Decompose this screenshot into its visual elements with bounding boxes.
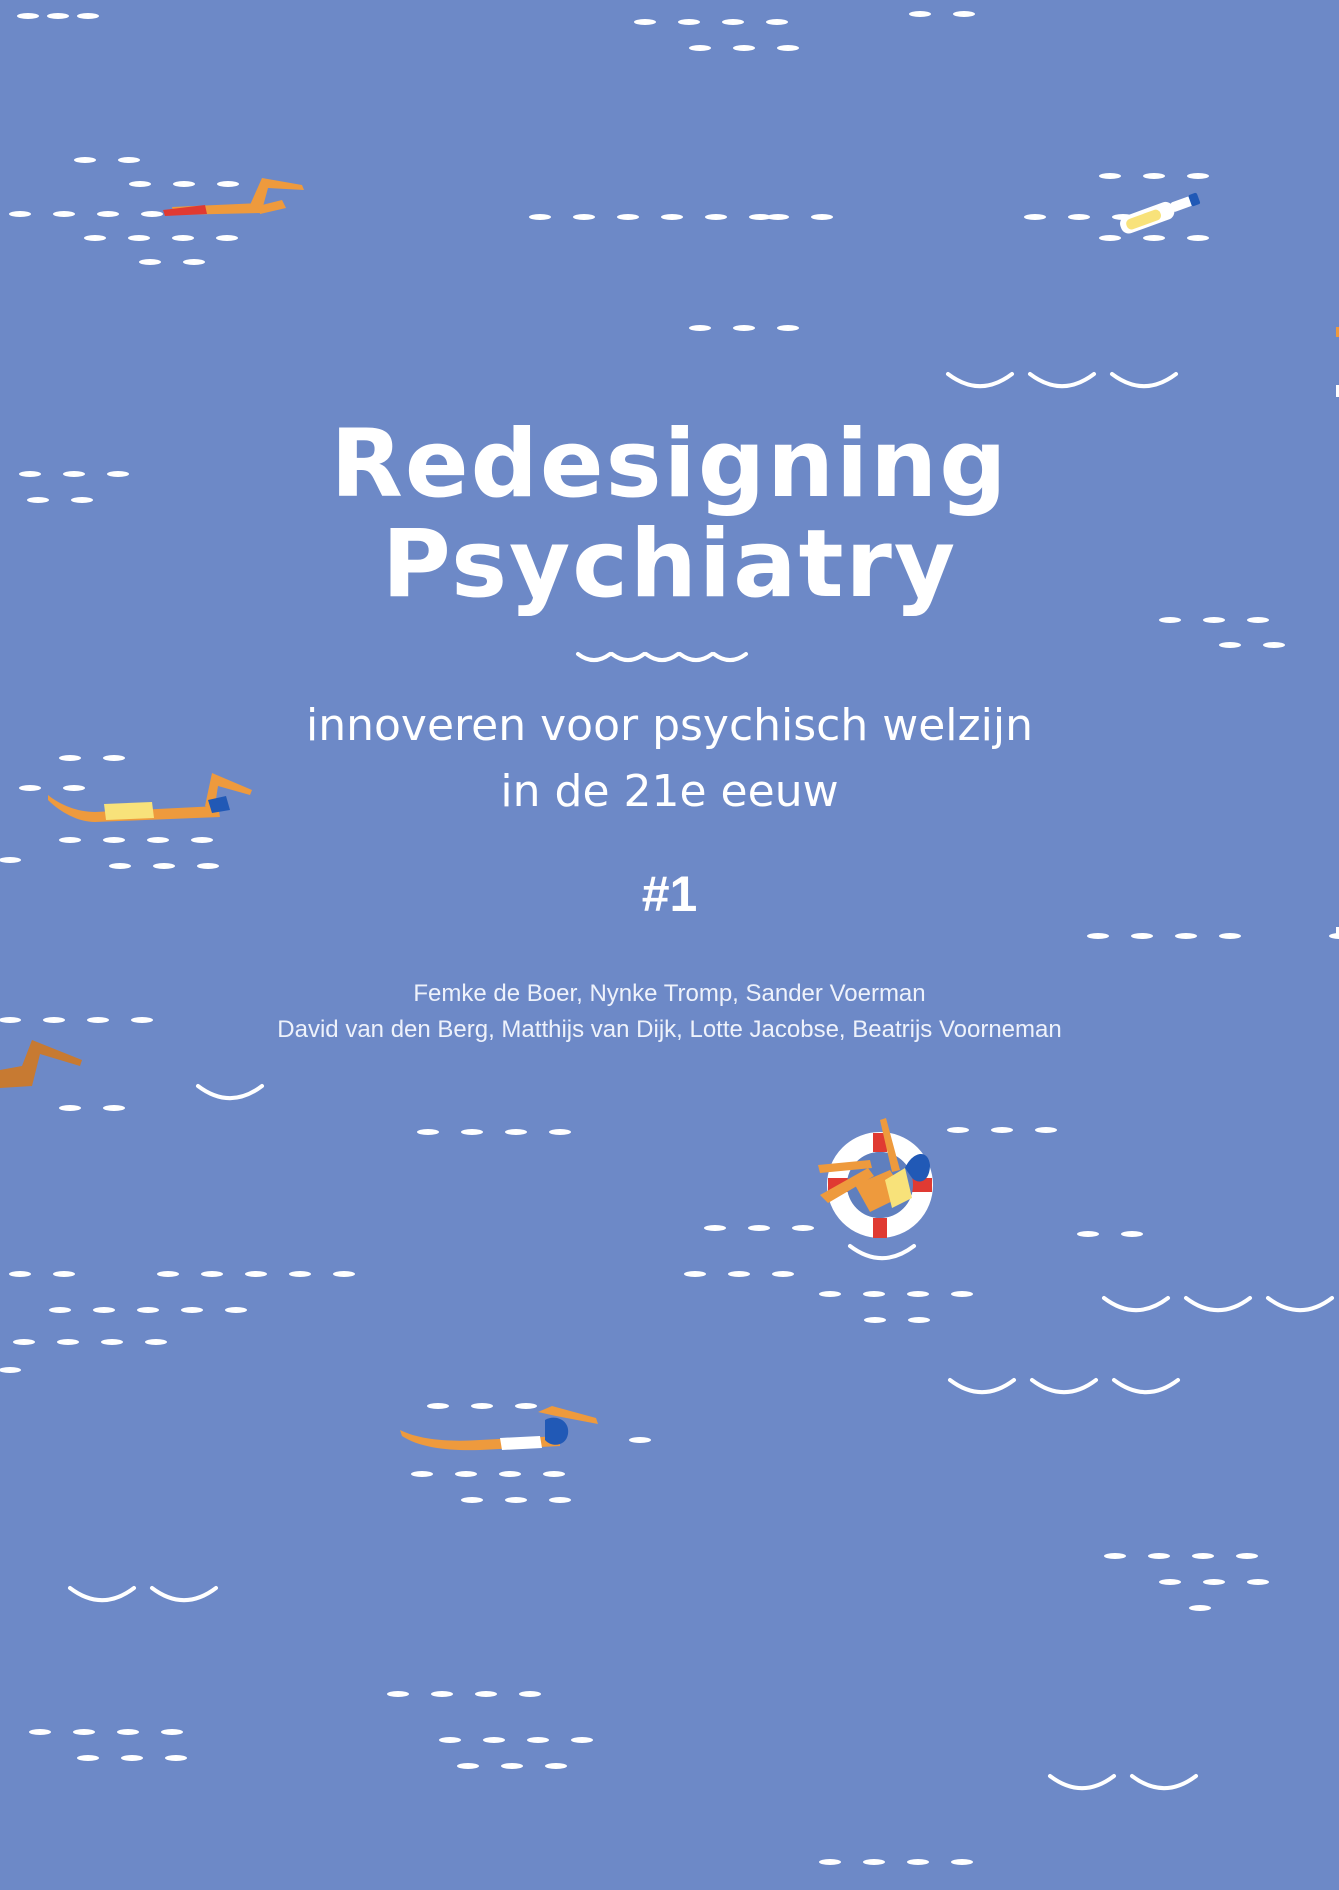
foam-dash xyxy=(629,1437,651,1443)
foam-dash xyxy=(173,181,195,187)
wave-arc xyxy=(578,654,610,660)
foam-dash xyxy=(908,1317,930,1323)
foam-dash xyxy=(53,1271,75,1277)
foam-dash xyxy=(733,45,755,51)
foam-dash xyxy=(121,1755,143,1761)
foam-dash xyxy=(678,19,700,25)
wave-arc xyxy=(680,654,712,660)
foam-dash xyxy=(529,214,551,220)
wave-arc xyxy=(1114,1380,1178,1392)
subtitle-line-1: innoveren voor psychisch welzijn xyxy=(306,700,1033,751)
foam-dash xyxy=(427,1403,449,1409)
foam-dash xyxy=(501,1763,523,1769)
foam-dash xyxy=(1099,173,1121,179)
foam-dash xyxy=(1247,617,1269,623)
foam-dash xyxy=(1131,933,1153,939)
foam-dash xyxy=(1035,1127,1057,1133)
foam-dash xyxy=(772,1271,794,1277)
foam-dash xyxy=(1187,173,1209,179)
foam-dash xyxy=(863,1291,885,1297)
foam-dash xyxy=(1104,1553,1126,1559)
foam-dash xyxy=(515,1403,537,1409)
foam-dash xyxy=(1099,235,1121,241)
foam-dash xyxy=(549,1497,571,1503)
foam-dash xyxy=(1087,933,1109,939)
foam-dash xyxy=(128,235,150,241)
foam-dash xyxy=(1203,617,1225,623)
foam-dash xyxy=(431,1691,453,1697)
foam-dash xyxy=(704,1225,726,1231)
wave-arc xyxy=(152,1588,216,1600)
wave-arc xyxy=(1050,1776,1114,1788)
foam-dash xyxy=(457,1763,479,1769)
wave-arc xyxy=(1104,1298,1168,1310)
foam-dash xyxy=(907,1859,929,1865)
foam-dash xyxy=(748,1225,770,1231)
foam-dash xyxy=(728,1271,750,1277)
foam-dash xyxy=(1187,235,1209,241)
foam-dash xyxy=(471,1403,493,1409)
foam-dash xyxy=(9,1271,31,1277)
foam-dash xyxy=(1219,642,1241,648)
wave-arc xyxy=(646,654,678,660)
foam-dash xyxy=(617,214,639,220)
foam-dash xyxy=(733,325,755,331)
foam-dash xyxy=(9,211,31,217)
title-line-1: Redesigning xyxy=(330,410,1009,519)
foam-dash xyxy=(1148,1553,1170,1559)
foam-dash xyxy=(1175,933,1197,939)
foam-dash xyxy=(77,13,99,19)
foam-dash xyxy=(1159,1579,1181,1585)
foam-dash xyxy=(951,1859,973,1865)
foam-dash xyxy=(505,1129,527,1135)
foam-dash xyxy=(483,1737,505,1743)
wave-arc xyxy=(1132,1776,1196,1788)
wave-arc xyxy=(1112,374,1176,386)
foam-dash xyxy=(147,837,169,843)
foam-dash xyxy=(947,1127,969,1133)
foam-dash xyxy=(543,1471,565,1477)
foam-dash xyxy=(777,325,799,331)
foam-dash xyxy=(909,11,931,17)
foam-dash xyxy=(101,1339,123,1345)
foam-dash xyxy=(1077,1231,1099,1237)
issue-number: #1 xyxy=(641,866,698,922)
foam-dash xyxy=(77,1755,99,1761)
foam-dash xyxy=(17,13,39,19)
foam-dash xyxy=(991,1127,1013,1133)
foam-dash xyxy=(201,1271,223,1277)
foam-dash xyxy=(417,1129,439,1135)
foam-dash xyxy=(549,1129,571,1135)
foam-dash xyxy=(684,1271,706,1277)
foam-dash xyxy=(907,1291,929,1297)
wave-arc xyxy=(612,654,644,660)
foam-dash xyxy=(53,211,75,217)
wave-arc xyxy=(198,1086,262,1098)
foam-dash xyxy=(1192,1553,1214,1559)
foam-dash xyxy=(0,857,21,863)
wave-arc xyxy=(1186,1298,1250,1310)
foam-dash xyxy=(689,45,711,51)
foam-dash xyxy=(1159,617,1181,623)
authors-line-2: David van den Berg, Matthijs van Dijk, Lotte Jacobse, Beatrijs Voorneman xyxy=(277,1016,1062,1043)
foam-dash xyxy=(59,837,81,843)
foam-dash xyxy=(225,1307,247,1313)
foam-dash xyxy=(333,1271,355,1277)
foam-dash xyxy=(139,259,161,265)
foam-dash xyxy=(172,235,194,241)
foam-dash xyxy=(93,1307,115,1313)
foam-dash xyxy=(245,1271,267,1277)
foam-dash xyxy=(97,211,119,217)
foam-dash xyxy=(819,1859,841,1865)
foam-dash xyxy=(864,1317,886,1323)
bottle-icon xyxy=(1118,190,1202,235)
foam-dash xyxy=(461,1129,483,1135)
foam-dash xyxy=(499,1471,521,1477)
foam-dash xyxy=(953,11,975,17)
foam-dash xyxy=(145,1339,167,1345)
foam-dash xyxy=(527,1737,549,1743)
foam-dash xyxy=(141,211,163,217)
foam-dash xyxy=(819,1291,841,1297)
foam-dash xyxy=(1189,1605,1211,1611)
foam-dash xyxy=(1219,933,1241,939)
foam-dash xyxy=(505,1497,527,1503)
foam-dash xyxy=(1121,1231,1143,1237)
subtitle-line-2: in de 21e eeuw xyxy=(500,766,839,817)
foam-dash xyxy=(74,157,96,163)
wave-arc xyxy=(1030,374,1094,386)
foam-dash xyxy=(811,214,833,220)
foam-dash xyxy=(661,214,683,220)
authors-line-1: Femke de Boer, Nynke Tromp, Sander Voerman xyxy=(413,980,926,1007)
foam-dash xyxy=(461,1497,483,1503)
foam-dash xyxy=(387,1691,409,1697)
foam-dash xyxy=(161,1729,183,1735)
foam-dash xyxy=(289,1271,311,1277)
foam-dash xyxy=(29,1729,51,1735)
wave-arc xyxy=(1268,1298,1332,1310)
foam-dash xyxy=(183,259,205,265)
title-line-2: Psychiatry xyxy=(381,510,958,619)
foam-dash xyxy=(767,214,789,220)
foam-dash xyxy=(217,181,239,187)
foam-dash xyxy=(1143,173,1165,179)
foam-dash xyxy=(1024,214,1046,220)
foam-dash xyxy=(49,1307,71,1313)
foam-dash xyxy=(1068,214,1090,220)
foam-dash xyxy=(165,1755,187,1761)
foam-dash xyxy=(103,837,125,843)
foam-dash xyxy=(475,1691,497,1697)
foam-dash xyxy=(1236,1553,1258,1559)
wave-arc xyxy=(948,374,1012,386)
foam-dash xyxy=(157,1271,179,1277)
foam-dash xyxy=(573,214,595,220)
foam-dash xyxy=(634,19,656,25)
foam-dash xyxy=(705,214,727,220)
foam-dash xyxy=(59,1105,81,1111)
foam-dash xyxy=(73,1729,95,1735)
foam-dash xyxy=(103,1105,125,1111)
foam-dash xyxy=(137,1307,159,1313)
foam-dash xyxy=(118,157,140,163)
wave-arc xyxy=(950,1380,1014,1392)
foam-dash xyxy=(1203,1579,1225,1585)
foam-dash xyxy=(216,235,238,241)
foam-dash xyxy=(0,1367,21,1373)
foam-dash xyxy=(439,1737,461,1743)
wave-arc xyxy=(1032,1380,1096,1392)
foam-dash xyxy=(1263,642,1285,648)
foam-dash xyxy=(792,1225,814,1231)
wave-arc xyxy=(70,1588,134,1600)
foam-dash xyxy=(191,837,213,843)
foam-dash xyxy=(571,1737,593,1743)
foam-dash xyxy=(84,235,106,241)
foam-dash xyxy=(117,1729,139,1735)
foam-dash xyxy=(766,19,788,25)
wave-arc xyxy=(714,654,746,660)
foam-dash xyxy=(455,1471,477,1477)
foam-dash xyxy=(411,1471,433,1477)
foam-dash xyxy=(47,13,69,19)
foam-dash xyxy=(519,1691,541,1697)
foam-dash xyxy=(722,19,744,25)
swimmer-blue-hair xyxy=(400,1406,598,1450)
foam-dash xyxy=(1143,235,1165,241)
foam-dash xyxy=(181,1307,203,1313)
foam-dash xyxy=(545,1763,567,1769)
foam-dash xyxy=(13,1339,35,1345)
foam-dash xyxy=(863,1859,885,1865)
foam-dash xyxy=(951,1291,973,1297)
foam-dash xyxy=(129,181,151,187)
foam-dash xyxy=(57,1339,79,1345)
wave-arc xyxy=(850,1246,914,1258)
foam-dash xyxy=(777,45,799,51)
foam-dash xyxy=(1247,1579,1269,1585)
lifebuoy-swimmer xyxy=(818,1118,932,1238)
foam-dash xyxy=(689,325,711,331)
